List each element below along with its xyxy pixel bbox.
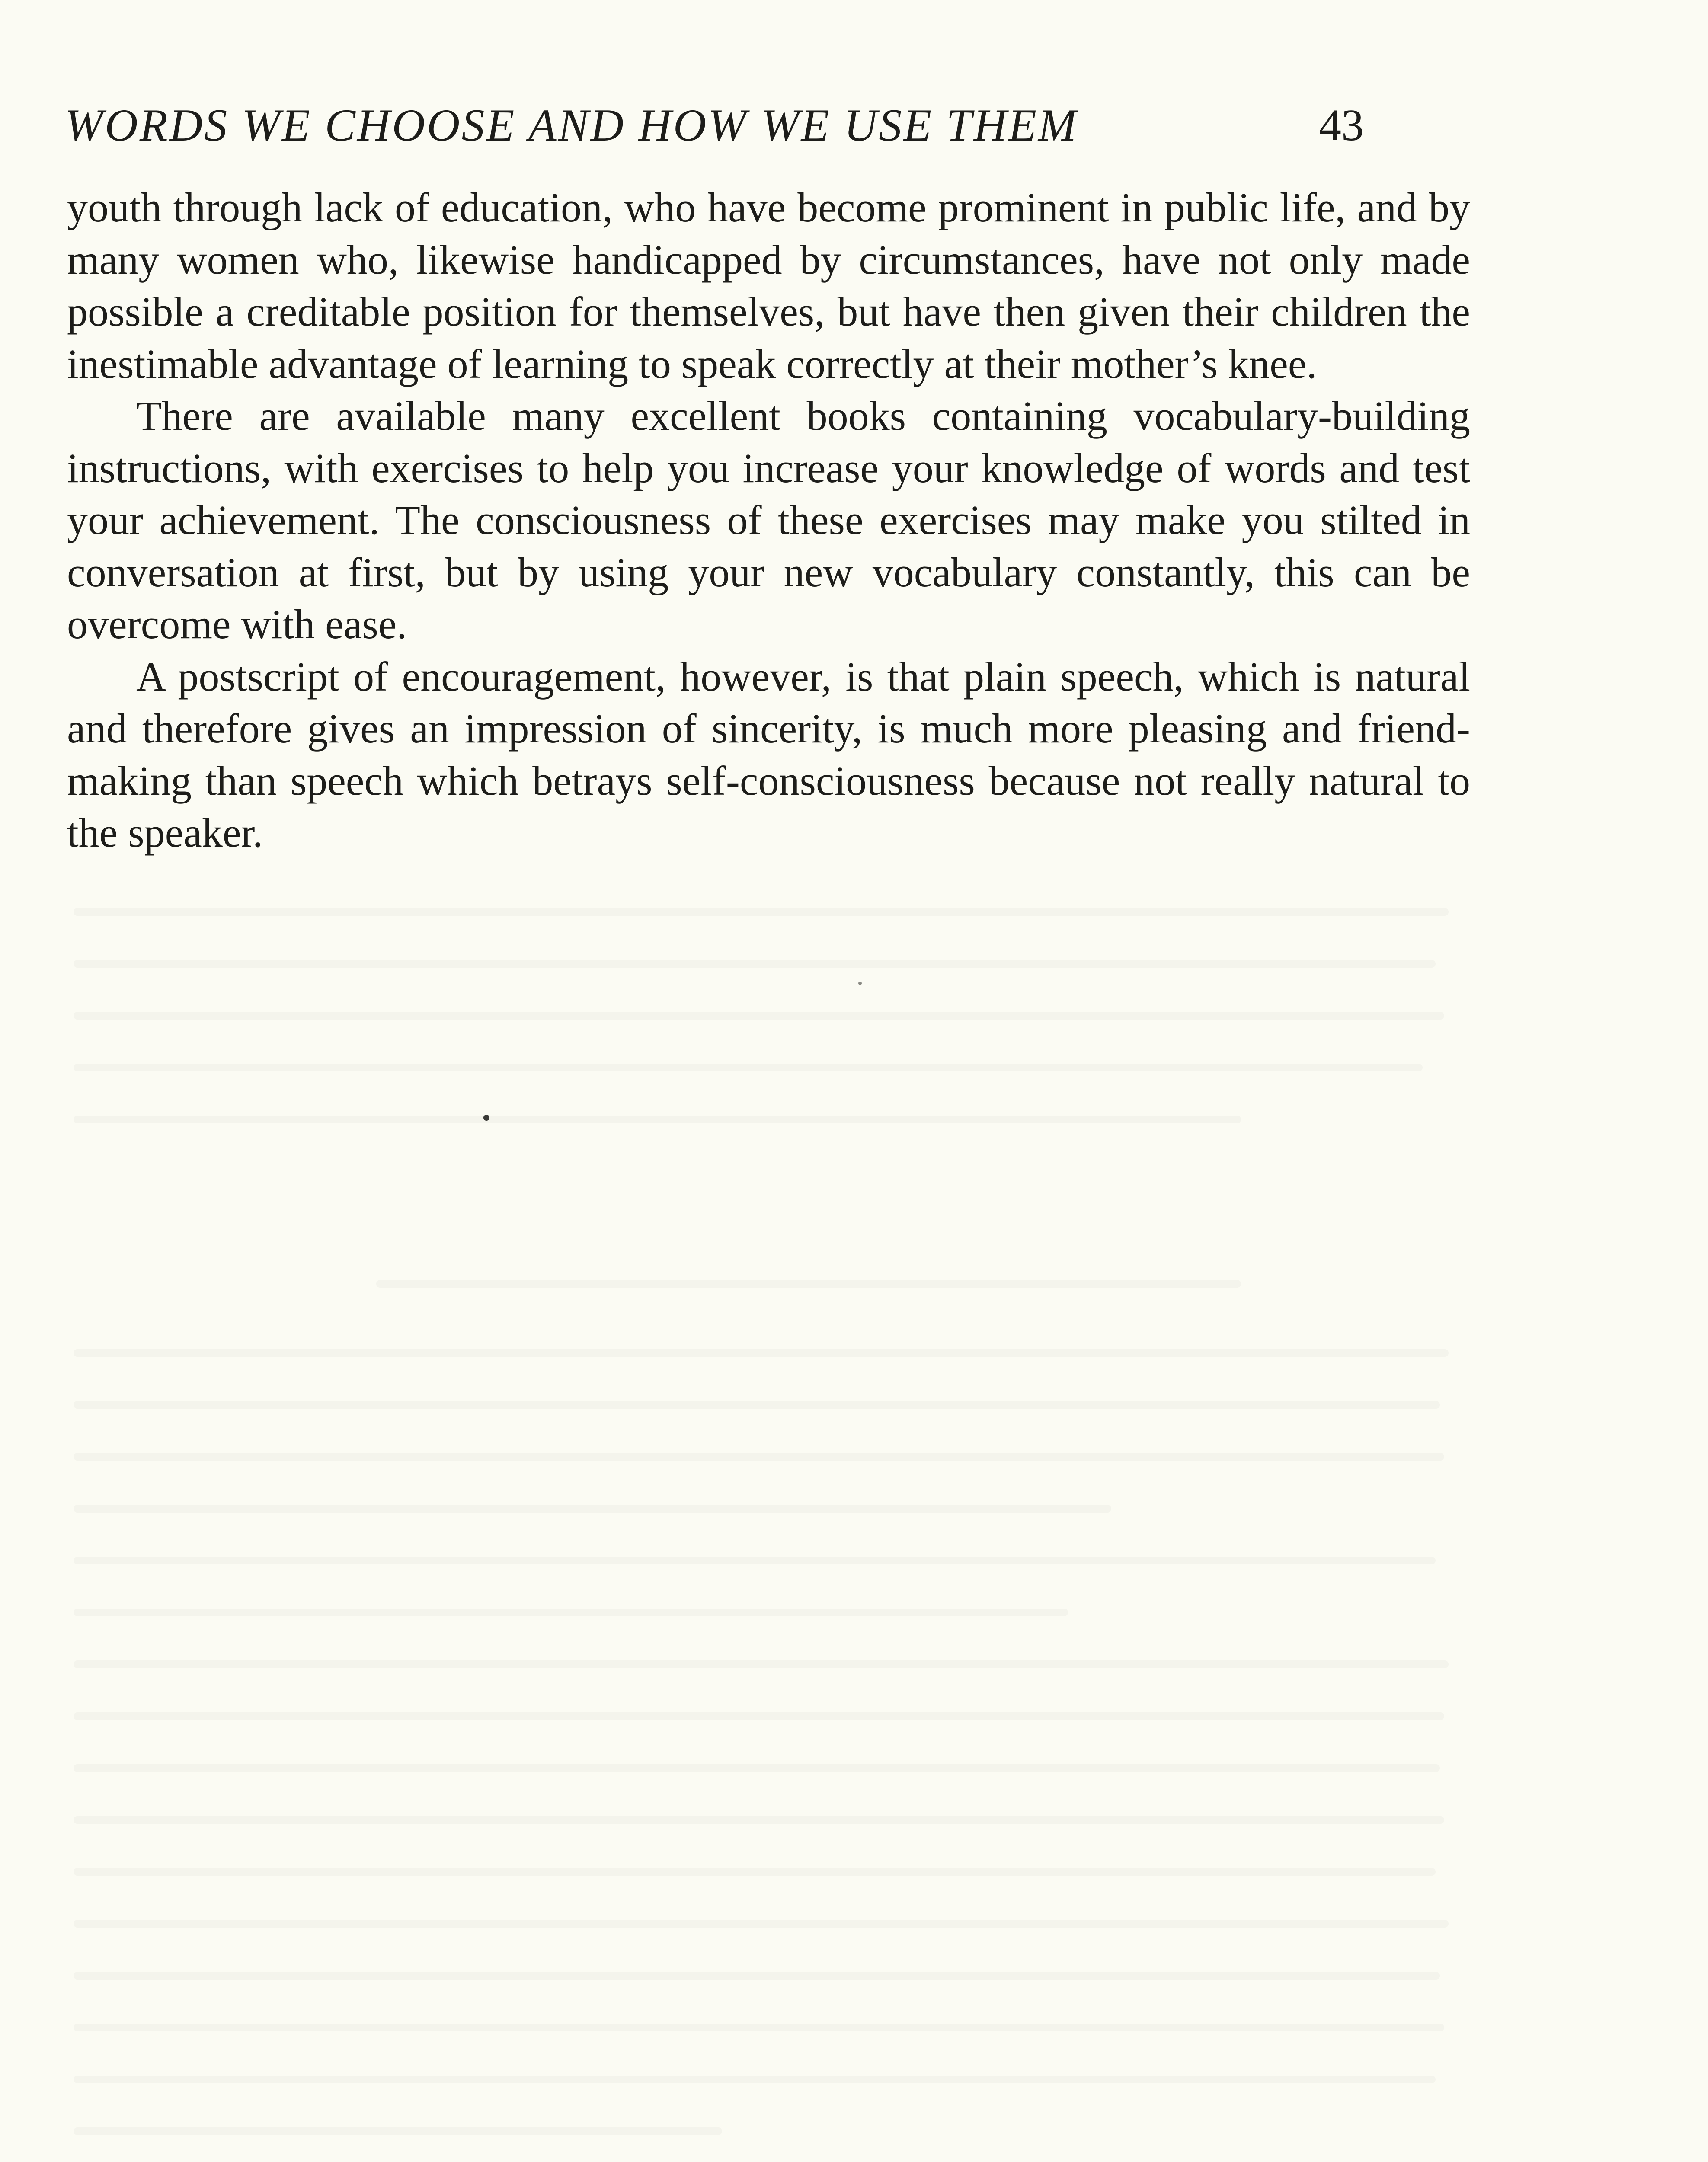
running-head [65,93,1362,158]
paragraph-1: youth through lack of education, who have become prominent in public life, and by many women who, likewise handicapped by circumstances, have not only made possible a creditable position for themselves, but have then given their children the inestimable advantage of learning to speak correctly at their mother’s knee. [67,184,1470,387]
print-speck [858,982,862,985]
body-text [67,182,1470,859]
show-through-texture [74,899,1470,2162]
page-number: 43 [1319,100,1364,150]
print-speck [483,1115,489,1121]
paragraph-3: A postscript of encouragement, however, is that plain speech, which is natural and therefore gives an impression of sincerity, is much more pleasing and friend-making than speech which betrays self-consciousness because not really natural to the speaker. [67,653,1470,856]
paragraph-2: There are available many excellent books containing vocabulary-building instructions, with exercises to help you increase your knowledge of words and test your achievement. The consciousness of these exercises may make you stilted in conversation at first, but by using your new vocabulary constantly, this can be overcome with ease. [67,393,1470,647]
chapter-title: WORDS WE CHOOSE AND HOW WE USE THEM [65,100,1078,150]
